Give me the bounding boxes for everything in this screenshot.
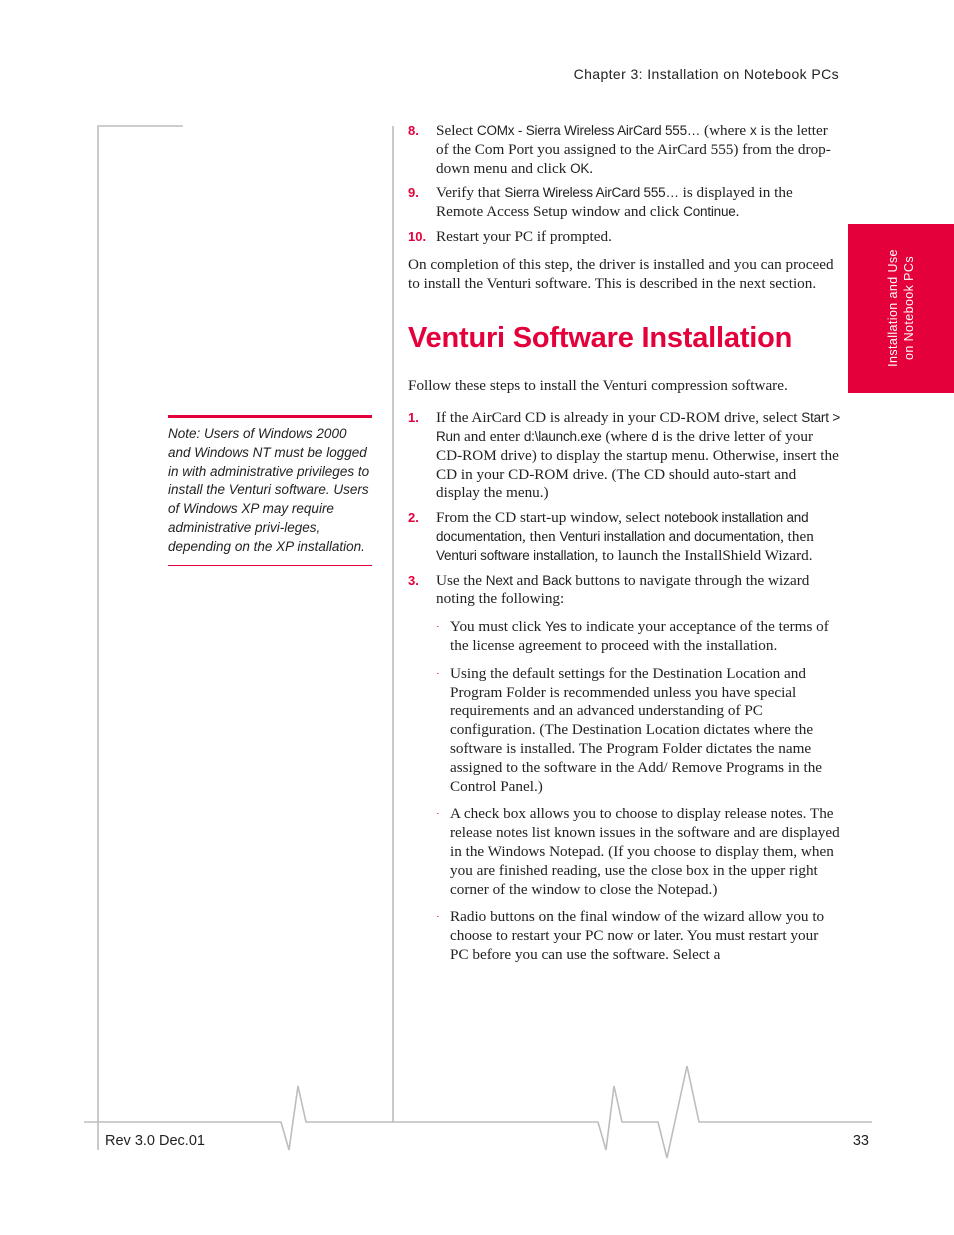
sidebar-note [168, 415, 372, 566]
step-text: is the letter of the Com Port you assigned to the AirCard 555) from the drop-down menu and click [436, 122, 831, 177]
bullet-dot: · [436, 667, 440, 680]
ui-term: d:\launch.exe [523, 428, 602, 444]
side-tab-line1: Installation and Use [886, 249, 900, 367]
main-content [408, 122, 840, 974]
step-text: , to launch the InstallShield Wizard. [594, 546, 813, 564]
step-text: is the drive letter of your CD-ROM drive) to display the startup menu. Otherwise, insert the CD in your CD-ROM drive. (The CD should auto-start and display the menu.) [436, 427, 839, 502]
step-text: . [589, 159, 594, 177]
step-text: is displayed in the Remote Access Setup window and click [436, 184, 793, 221]
bullet-item [408, 805, 840, 899]
step-text: buttons to navigate through the wizard noting the following: [436, 571, 810, 608]
ui-term: d [651, 428, 659, 444]
bullet-dot: · [436, 808, 440, 821]
bullet-text: Using the default settings for the Destination Location and Program Folder is recommended unless you have special requirements and an advanced understanding of PC configuration. (The Destination Location dictates where the software is installed. The Program Folder dictates the name assigned to the software in the Add/ Remove Programs in the Control Panel.) [450, 664, 823, 795]
step-text: and enter [460, 427, 524, 445]
step-text: , then [521, 527, 560, 545]
step-2 [408, 509, 840, 565]
step-text: and [512, 571, 543, 589]
ui-term: x [749, 123, 757, 138]
bullet-dot: · [436, 911, 440, 924]
step-text: Select [436, 122, 477, 139]
step-text: If the AirCard CD is already in your CD-ROM drive, select [436, 409, 802, 427]
section-title: Venturi Software Installation [408, 322, 793, 355]
step-text: , then [780, 527, 814, 545]
step-number: 9. [408, 185, 419, 201]
step-number: 1. [408, 410, 419, 426]
step-text: (where [700, 122, 750, 139]
step-8 [408, 122, 840, 178]
running-head: Chapter 3: Installation on Notebook PCs [573, 66, 839, 82]
ui-term: notebook installation and documentation [436, 510, 809, 544]
ui-term: Venturi software installation [436, 547, 595, 563]
ui-term: OK [570, 160, 590, 176]
ui-term: Back [542, 572, 572, 588]
step-number: 2. [408, 510, 419, 526]
ui-term: COMx - Sierra Wireless AirCard 555… [476, 123, 701, 138]
bullet-text: to indicate your acceptance of the terms of the license agreement to proceed with the installation. [450, 618, 829, 654]
bullet-item [408, 665, 840, 797]
step-text: Verify that [436, 184, 505, 202]
step-number: 3. [408, 572, 419, 588]
step-text: Restart your PC if prompted. [436, 227, 612, 245]
ui-term: Next [485, 572, 513, 588]
ui-term: Continue [683, 204, 736, 220]
footer-revision: Rev 3.0 Dec.01 [105, 1133, 205, 1149]
left-frame-line [98, 126, 183, 1150]
step-number: 8. [408, 123, 419, 138]
bullet-text: A check box allows you to choose to display release notes. The release notes list known issues in the software and are displayed in the Windows Notepad. (If you choose to display them, when you are finished reading, use the close box in the upper right corner of the window to close the Notepad.) [450, 805, 840, 898]
intro-paragraph: Follow these steps to install the Venturi compression software. [408, 377, 788, 395]
step-number: 10. [408, 228, 427, 244]
bullet-item [408, 618, 840, 656]
step-text: From the CD start-up window, select [436, 509, 665, 527]
completion-paragraph: On completion of this step, the driver is installed and you can proceed to install the Venturi software. This is described in the next section. [408, 255, 834, 292]
note-text: Note: Users of Windows 2000 and Windows NT must be logged in with administrative privileges to install the Venturi software. Users of Windows XP may require administrative privi-leges, depending on the XP installation. [168, 418, 372, 566]
step-text: (where [601, 427, 652, 445]
page-number: 33 [852, 1133, 869, 1149]
step-3 [408, 572, 840, 610]
ui-term: Venturi installation and documentation [559, 528, 781, 544]
ui-term: Sierra Wireless AirCard 555… [504, 185, 679, 201]
step-9 [408, 184, 840, 222]
step-text: Use the [436, 571, 486, 589]
step-10 [408, 228, 840, 247]
ui-term: Start > Run [436, 410, 841, 444]
bullet-dot: · [436, 621, 440, 634]
step-1 [408, 409, 840, 503]
ui-term: Yes [545, 619, 567, 635]
step-text: . [735, 203, 740, 221]
bullet-text: You must click [450, 618, 546, 636]
side-tab-line2: on Notebook PCs [902, 256, 916, 360]
bullet-item [408, 908, 840, 964]
bullet-text: Radio buttons on the final window of the wizard allow you to choose to restart your PC now or later. You must restart your PC before you can use the software. Select a [450, 908, 825, 963]
